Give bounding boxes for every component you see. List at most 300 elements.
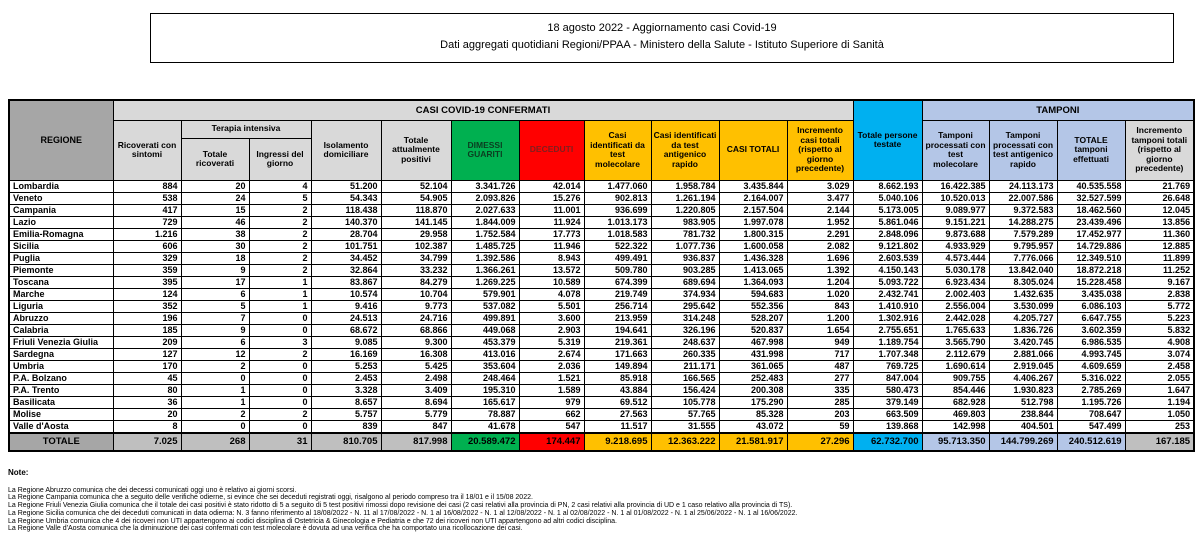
value-cell: 2 [249,228,311,240]
value-cell: 329 [113,252,181,264]
value-cell: 209 [113,336,181,348]
note-line: La Regione Sicilia comunica che dei deceduti comunicati in data odierna: N. 3 fanno riferimento al 18/08/2022 - N. 11 al 17/08/2022 - N. 1 al 16/08/2022 - N. 1 al 12/08/2022 - N. 1 al 02/08/2022 - N. 1 al 01/08/2022 - N. 1 al 25/06/2022 - N. 1 al 16/06/2022. [8,509,798,517]
value-cell: 2.903 [519,324,584,336]
value-cell: 1.020 [787,288,853,300]
value-cell: 11.899 [1125,252,1194,264]
value-cell: 139.868 [853,420,922,433]
value-cell: 14.729.886 [1057,240,1125,252]
region-name: Liguria [9,300,113,312]
value-cell: 11.924 [519,216,584,228]
value-cell: 8.662.193 [853,180,922,192]
table-header [9,100,1194,180]
value-cell: 17 [181,276,249,288]
value-cell: 0 [249,420,311,433]
value-cell: 3 [249,336,311,348]
value-cell: 909.755 [922,372,989,384]
value-cell: 3.477 [787,192,853,204]
value-cell: 46 [181,216,249,228]
value-cell: 9.795.957 [989,240,1057,252]
table-row [9,348,1194,360]
value-cell: 847.004 [853,372,922,384]
value-cell: 326.196 [651,324,719,336]
value-cell: 1.997.078 [719,216,787,228]
value-cell: 2 [181,360,249,372]
value-cell: 1.589 [519,384,584,396]
value-cell: 2 [249,216,311,228]
totale-value-cell: 268 [181,433,249,451]
value-cell: 1.194 [1125,396,1194,408]
value-cell: 1.050 [1125,408,1194,420]
value-cell: 847 [381,420,451,433]
value-cell: 10.704 [381,288,451,300]
value-cell: 2.785.269 [1057,384,1125,396]
value-cell: 3.435.038 [1057,288,1125,300]
value-cell: 52.104 [381,180,451,192]
table-row [9,240,1194,252]
table-row [9,216,1194,228]
value-cell: 11.946 [519,240,584,252]
region-name: Piemonte [9,264,113,276]
value-cell: 7 [181,312,249,324]
value-cell: 1.269.225 [451,276,519,288]
region-name: Abruzzo [9,312,113,324]
value-cell: 5.093.722 [853,276,922,288]
col-header-casi-antigenico: Casi identificati da test antigenico rapido [651,120,719,180]
value-cell: 84.279 [381,276,451,288]
value-cell: 2 [249,348,311,360]
value-cell: 20 [181,180,249,192]
value-cell: 34.452 [311,252,381,264]
value-cell: 1.392 [787,264,853,276]
value-cell: 5.832 [1125,324,1194,336]
value-cell: 16.308 [381,348,451,360]
value-cell: 0 [249,372,311,384]
value-cell: 12 [181,348,249,360]
totale-value-cell: 20.589.472 [451,433,519,451]
value-cell: 1 [181,396,249,408]
col-header-casi-molecolare: Casi identificati da test molecolare [584,120,651,180]
value-cell: 359 [113,264,181,276]
value-cell: 4.078 [519,288,584,300]
table-row [9,264,1194,276]
value-cell: 3.328 [311,384,381,396]
value-cell: 8.657 [311,396,381,408]
value-cell: 33.232 [381,264,451,276]
value-cell: 2 [249,204,311,216]
value-cell: 219.749 [584,288,651,300]
value-cell: 374.934 [651,288,719,300]
value-cell: 102.387 [381,240,451,252]
value-cell: 15 [181,204,249,216]
value-cell: 185 [113,324,181,336]
value-cell: 0 [249,384,311,396]
value-cell: 8 [113,420,181,433]
value-cell: 12.885 [1125,240,1194,252]
value-cell: 5.757 [311,408,381,420]
value-cell: 949 [787,336,853,348]
value-cell: 142.998 [922,420,989,433]
value-cell: 5 [181,300,249,312]
totale-value-cell: 12.363.222 [651,433,719,451]
value-cell: 2.291 [787,228,853,240]
value-cell: 8.694 [381,396,451,408]
value-cell: 552.356 [719,300,787,312]
region-name: Sardegna [9,348,113,360]
value-cell: 2.838 [1125,288,1194,300]
value-cell: 682.928 [922,396,989,408]
col-header-tamponi-antigenico: Tamponi processati con test antigenico rapido [989,120,1057,180]
value-cell: 413.016 [451,348,519,360]
value-cell: 729 [113,216,181,228]
table-row [9,324,1194,336]
value-cell: 194.641 [584,324,651,336]
value-cell: 18 [181,252,249,264]
region-name: Veneto [9,192,113,204]
value-cell: 17.773 [519,228,584,240]
value-cell: 352 [113,300,181,312]
totale-value-cell: 95.713.350 [922,433,989,451]
value-cell: 1.952 [787,216,853,228]
totale-label: TOTALE [9,433,113,451]
value-cell: 2.848.096 [853,228,922,240]
totale-value-cell: 21.581.917 [719,433,787,451]
value-cell: 2 [249,252,311,264]
value-cell: 213.959 [584,312,651,324]
value-cell: 13.842.040 [989,264,1057,276]
value-cell: 1.366.261 [451,264,519,276]
note-line: La Regione Abruzzo comunica che dei decessi comunicati oggi uno è relativo ai giorni scorsi. [8,486,297,494]
value-cell: 547.499 [1057,420,1125,433]
value-cell: 579.901 [451,288,519,300]
value-cell: 1.521 [519,372,584,384]
value-cell: 5.425 [381,360,451,372]
value-cell: 1.410.910 [853,300,922,312]
value-cell: 1.216 [113,228,181,240]
value-cell: 2.157.504 [719,204,787,216]
value-cell: 219.361 [584,336,651,348]
value-cell: 520.837 [719,324,787,336]
value-cell: 902.813 [584,192,651,204]
value-cell: 884 [113,180,181,192]
value-cell: 42.014 [519,180,584,192]
value-cell: 1.707.348 [853,348,922,360]
value-cell: 1 [249,288,311,300]
value-cell: 522.322 [584,240,651,252]
value-cell: 21.769 [1125,180,1194,192]
value-cell: 256.714 [584,300,651,312]
value-cell: 6 [181,288,249,300]
value-cell: 2.036 [519,360,584,372]
value-cell: 547 [519,420,584,433]
value-cell: 3.341.726 [451,180,519,192]
value-cell: 24.113.173 [989,180,1057,192]
value-cell: 171.663 [584,348,651,360]
value-cell: 1.844.009 [451,216,519,228]
value-cell: 314.248 [651,312,719,324]
value-cell: 9.151.221 [922,216,989,228]
value-cell: 253 [1125,420,1194,433]
value-cell: 9.416 [311,300,381,312]
value-cell: 127 [113,348,181,360]
region-name: Campania [9,204,113,216]
value-cell: 717 [787,348,853,360]
value-cell: 769.725 [853,360,922,372]
value-cell: 2.144 [787,204,853,216]
value-cell: 2.027.633 [451,204,519,216]
value-cell: 15.276 [519,192,584,204]
region-name: Marche [9,288,113,300]
value-cell: 149.894 [584,360,651,372]
value-cell: 248.464 [451,372,519,384]
note-line: La Regione Friuli Venezia Giulia comunica che il totale dei casi positivi è stato ridotto di 5 a seguito di 5 test positivi rimossi dopo revisione dei casi (2 casi relativi alla provincia di PN, 2 casi relativi alla provincia di UD e 1 caso relativo alla provincia di TS). [8,502,793,510]
value-cell: 5.319 [519,336,584,348]
col-header-attualmente-positivi: Totale attualmente positivi [381,120,451,180]
totale-value-cell: 62.732.700 [853,433,922,451]
covid-data-table [8,99,1195,452]
col-header-incremento-casi: Incremento casi totali (rispetto al giorno precedente) [787,120,853,180]
value-cell: 2.453 [311,372,381,384]
value-cell: 3.420.745 [989,336,1057,348]
value-cell: 843 [787,300,853,312]
value-cell: 2.093.826 [451,192,519,204]
value-cell: 9.167 [1125,276,1194,288]
value-cell: 708.647 [1057,408,1125,420]
value-cell: 1.647 [1125,384,1194,396]
value-cell: 1.077.736 [651,240,719,252]
col-header-tamponi-molecolare: Tamponi processati con test molecolare [922,120,989,180]
value-cell: 3.600 [519,312,584,324]
value-cell: 2 [249,264,311,276]
value-cell: 528.207 [719,312,787,324]
value-cell: 417 [113,204,181,216]
value-cell: 11.517 [584,420,651,433]
value-cell: 6.647.755 [1057,312,1125,324]
value-cell: 979 [519,396,584,408]
value-cell: 4.908 [1125,336,1194,348]
value-cell: 1.013.173 [584,216,651,228]
value-cell: 4.205.727 [989,312,1057,324]
value-cell: 195.310 [451,384,519,396]
col-header-incremento-tamponi: Incremento tamponi totali (rispetto al giorno precedente) [1125,120,1194,180]
value-cell: 13.572 [519,264,584,276]
value-cell: 26.648 [1125,192,1194,204]
value-cell: 395 [113,276,181,288]
value-cell: 2.881.066 [989,348,1057,360]
totale-value-cell: 144.799.269 [989,433,1057,451]
value-cell: 499.891 [451,312,519,324]
value-cell: 166.565 [651,372,719,384]
value-cell: 105.778 [651,396,719,408]
value-cell: 252.483 [719,372,787,384]
value-cell: 538 [113,192,181,204]
value-cell: 170 [113,360,181,372]
value-cell: 3.409 [381,384,451,396]
value-cell: 0 [249,324,311,336]
value-cell: 1.930.823 [989,384,1057,396]
value-cell: 839 [311,420,381,433]
col-header-isolamento: Isolamento domiciliare [311,120,381,180]
table-row [9,192,1194,204]
value-cell: 7.776.066 [989,252,1057,264]
region-name: Molise [9,408,113,420]
region-name: P.A. Trento [9,384,113,396]
notes-lines [8,487,1201,534]
region-name: Calabria [9,324,113,336]
value-cell: 2.919.045 [989,360,1057,372]
value-cell: 16.422.385 [922,180,989,192]
value-cell: 1.220.805 [651,204,719,216]
region-name: Lazio [9,216,113,228]
value-cell: 4.406.267 [989,372,1057,384]
value-cell: 34.799 [381,252,451,264]
value-cell: 1.200 [787,312,853,324]
value-cell: 124 [113,288,181,300]
value-cell: 4 [249,180,311,192]
value-cell: 662 [519,408,584,420]
table-row [9,252,1194,264]
value-cell: 674.399 [584,276,651,288]
region-name: Puglia [9,252,113,264]
value-cell: 1.189.754 [853,336,922,348]
value-cell: 1.436.328 [719,252,787,264]
totale-value-cell: 9.218.695 [584,433,651,451]
table-row [9,384,1194,396]
value-cell: 17.452.977 [1057,228,1125,240]
value-cell: 335 [787,384,853,396]
table-row [9,372,1194,384]
value-cell: 4.609.659 [1057,360,1125,372]
value-cell: 0 [181,420,249,433]
value-cell: 4.933.929 [922,240,989,252]
value-cell: 5.040.106 [853,192,922,204]
table-row [9,360,1194,372]
value-cell: 140.370 [311,216,381,228]
value-cell: 238.844 [989,408,1057,420]
value-cell: 2 [249,240,311,252]
value-cell: 854.446 [922,384,989,396]
value-cell: 6.086.103 [1057,300,1125,312]
value-cell: 54.343 [311,192,381,204]
value-cell: 31.555 [651,420,719,433]
value-cell: 4.573.444 [922,252,989,264]
value-cell: 0 [181,372,249,384]
col-header-ricoverati: Ricoverati con sintomi [113,120,181,180]
value-cell: 22.007.586 [989,192,1057,204]
value-cell: 0 [249,312,311,324]
value-cell: 57.765 [651,408,719,420]
value-cell: 361.065 [719,360,787,372]
table-row [9,312,1194,324]
value-cell: 689.694 [651,276,719,288]
value-cell: 1.485.725 [451,240,519,252]
table-row [9,276,1194,288]
value-cell: 32.527.599 [1057,192,1125,204]
value-cell: 6.986.535 [1057,336,1125,348]
value-cell: 285 [787,396,853,408]
value-cell: 2 [249,408,311,420]
table-row [9,408,1194,420]
value-cell: 43.072 [719,420,787,433]
value-cell: 1.392.586 [451,252,519,264]
value-cell: 78.887 [451,408,519,420]
value-cell: 141.145 [381,216,451,228]
value-cell: 9.089.977 [922,204,989,216]
note-line: La Regione Umbria comunica che 4 dei ricoveri non UTI appartengono ai codici disciplina di Ostetricia & Ginecologia e Pediatria e che 72 dei ricoveri non UTI appartengono ad altri codici disciplina. [8,517,617,525]
value-cell: 3.435.844 [719,180,787,192]
value-cell: 85.328 [719,408,787,420]
group-header-casi-confermati: CASI COVID-19 CONFERMATI [113,100,853,120]
value-cell: 9.372.583 [989,204,1057,216]
value-cell: 983.905 [651,216,719,228]
value-cell: 18.462.560 [1057,204,1125,216]
value-cell: 24 [181,192,249,204]
totale-row [9,433,1194,451]
value-cell: 431.998 [719,348,787,360]
value-cell: 2.002.403 [922,288,989,300]
table-body [9,180,1194,451]
value-cell: 43.884 [584,384,651,396]
value-cell: 36 [113,396,181,408]
col-header-persone-testate: Totale persone testate [853,100,922,180]
note-line: La Regione Valle d'Aosta comunica che la diminuzione dei casi confermati con test molecolare è dovuta ad una verifica che ha comportato una ricollocazione dei casi. [8,525,523,533]
value-cell: 8.305.024 [989,276,1057,288]
value-cell: 11.252 [1125,264,1194,276]
value-cell: 1.765.633 [922,324,989,336]
totale-value-cell: 27.296 [787,433,853,451]
value-cell: 175.290 [719,396,787,408]
table-row [9,300,1194,312]
value-cell: 2.458 [1125,360,1194,372]
value-cell: 295.642 [651,300,719,312]
value-cell: 9.085 [311,336,381,348]
value-cell: 15.228.458 [1057,276,1125,288]
region-name: P.A. Bolzano [9,372,113,384]
value-cell: 68.866 [381,324,451,336]
value-cell: 40.535.558 [1057,180,1125,192]
value-cell: 5.030.178 [922,264,989,276]
region-name: Emilia-Romagna [9,228,113,240]
value-cell: 38 [181,228,249,240]
table-row [9,180,1194,192]
value-cell: 80 [113,384,181,396]
value-cell: 5.253 [311,360,381,372]
value-cell: 9.773 [381,300,451,312]
region-name: Valle d'Aosta [9,420,113,433]
value-cell: 101.751 [311,240,381,252]
value-cell: 5.173.005 [853,204,922,216]
totale-value-cell: 174.447 [519,433,584,451]
value-cell: 936.699 [584,204,651,216]
value-cell: 0 [249,360,311,372]
value-cell: 3.074 [1125,348,1194,360]
value-cell: 2.164.007 [719,192,787,204]
region-name: Toscana [9,276,113,288]
value-cell: 9.300 [381,336,451,348]
value-cell: 5.316.022 [1057,372,1125,384]
value-cell: 41.678 [451,420,519,433]
value-cell: 467.998 [719,336,787,348]
value-cell: 1 [249,300,311,312]
value-cell: 1.696 [787,252,853,264]
value-cell: 9.873.688 [922,228,989,240]
region-name: Umbria [9,360,113,372]
value-cell: 11.360 [1125,228,1194,240]
value-cell: 118.870 [381,204,451,216]
value-cell: 68.672 [311,324,381,336]
value-cell: 663.509 [853,408,922,420]
value-cell: 260.335 [651,348,719,360]
totale-value-cell: 240.512.619 [1057,433,1125,451]
